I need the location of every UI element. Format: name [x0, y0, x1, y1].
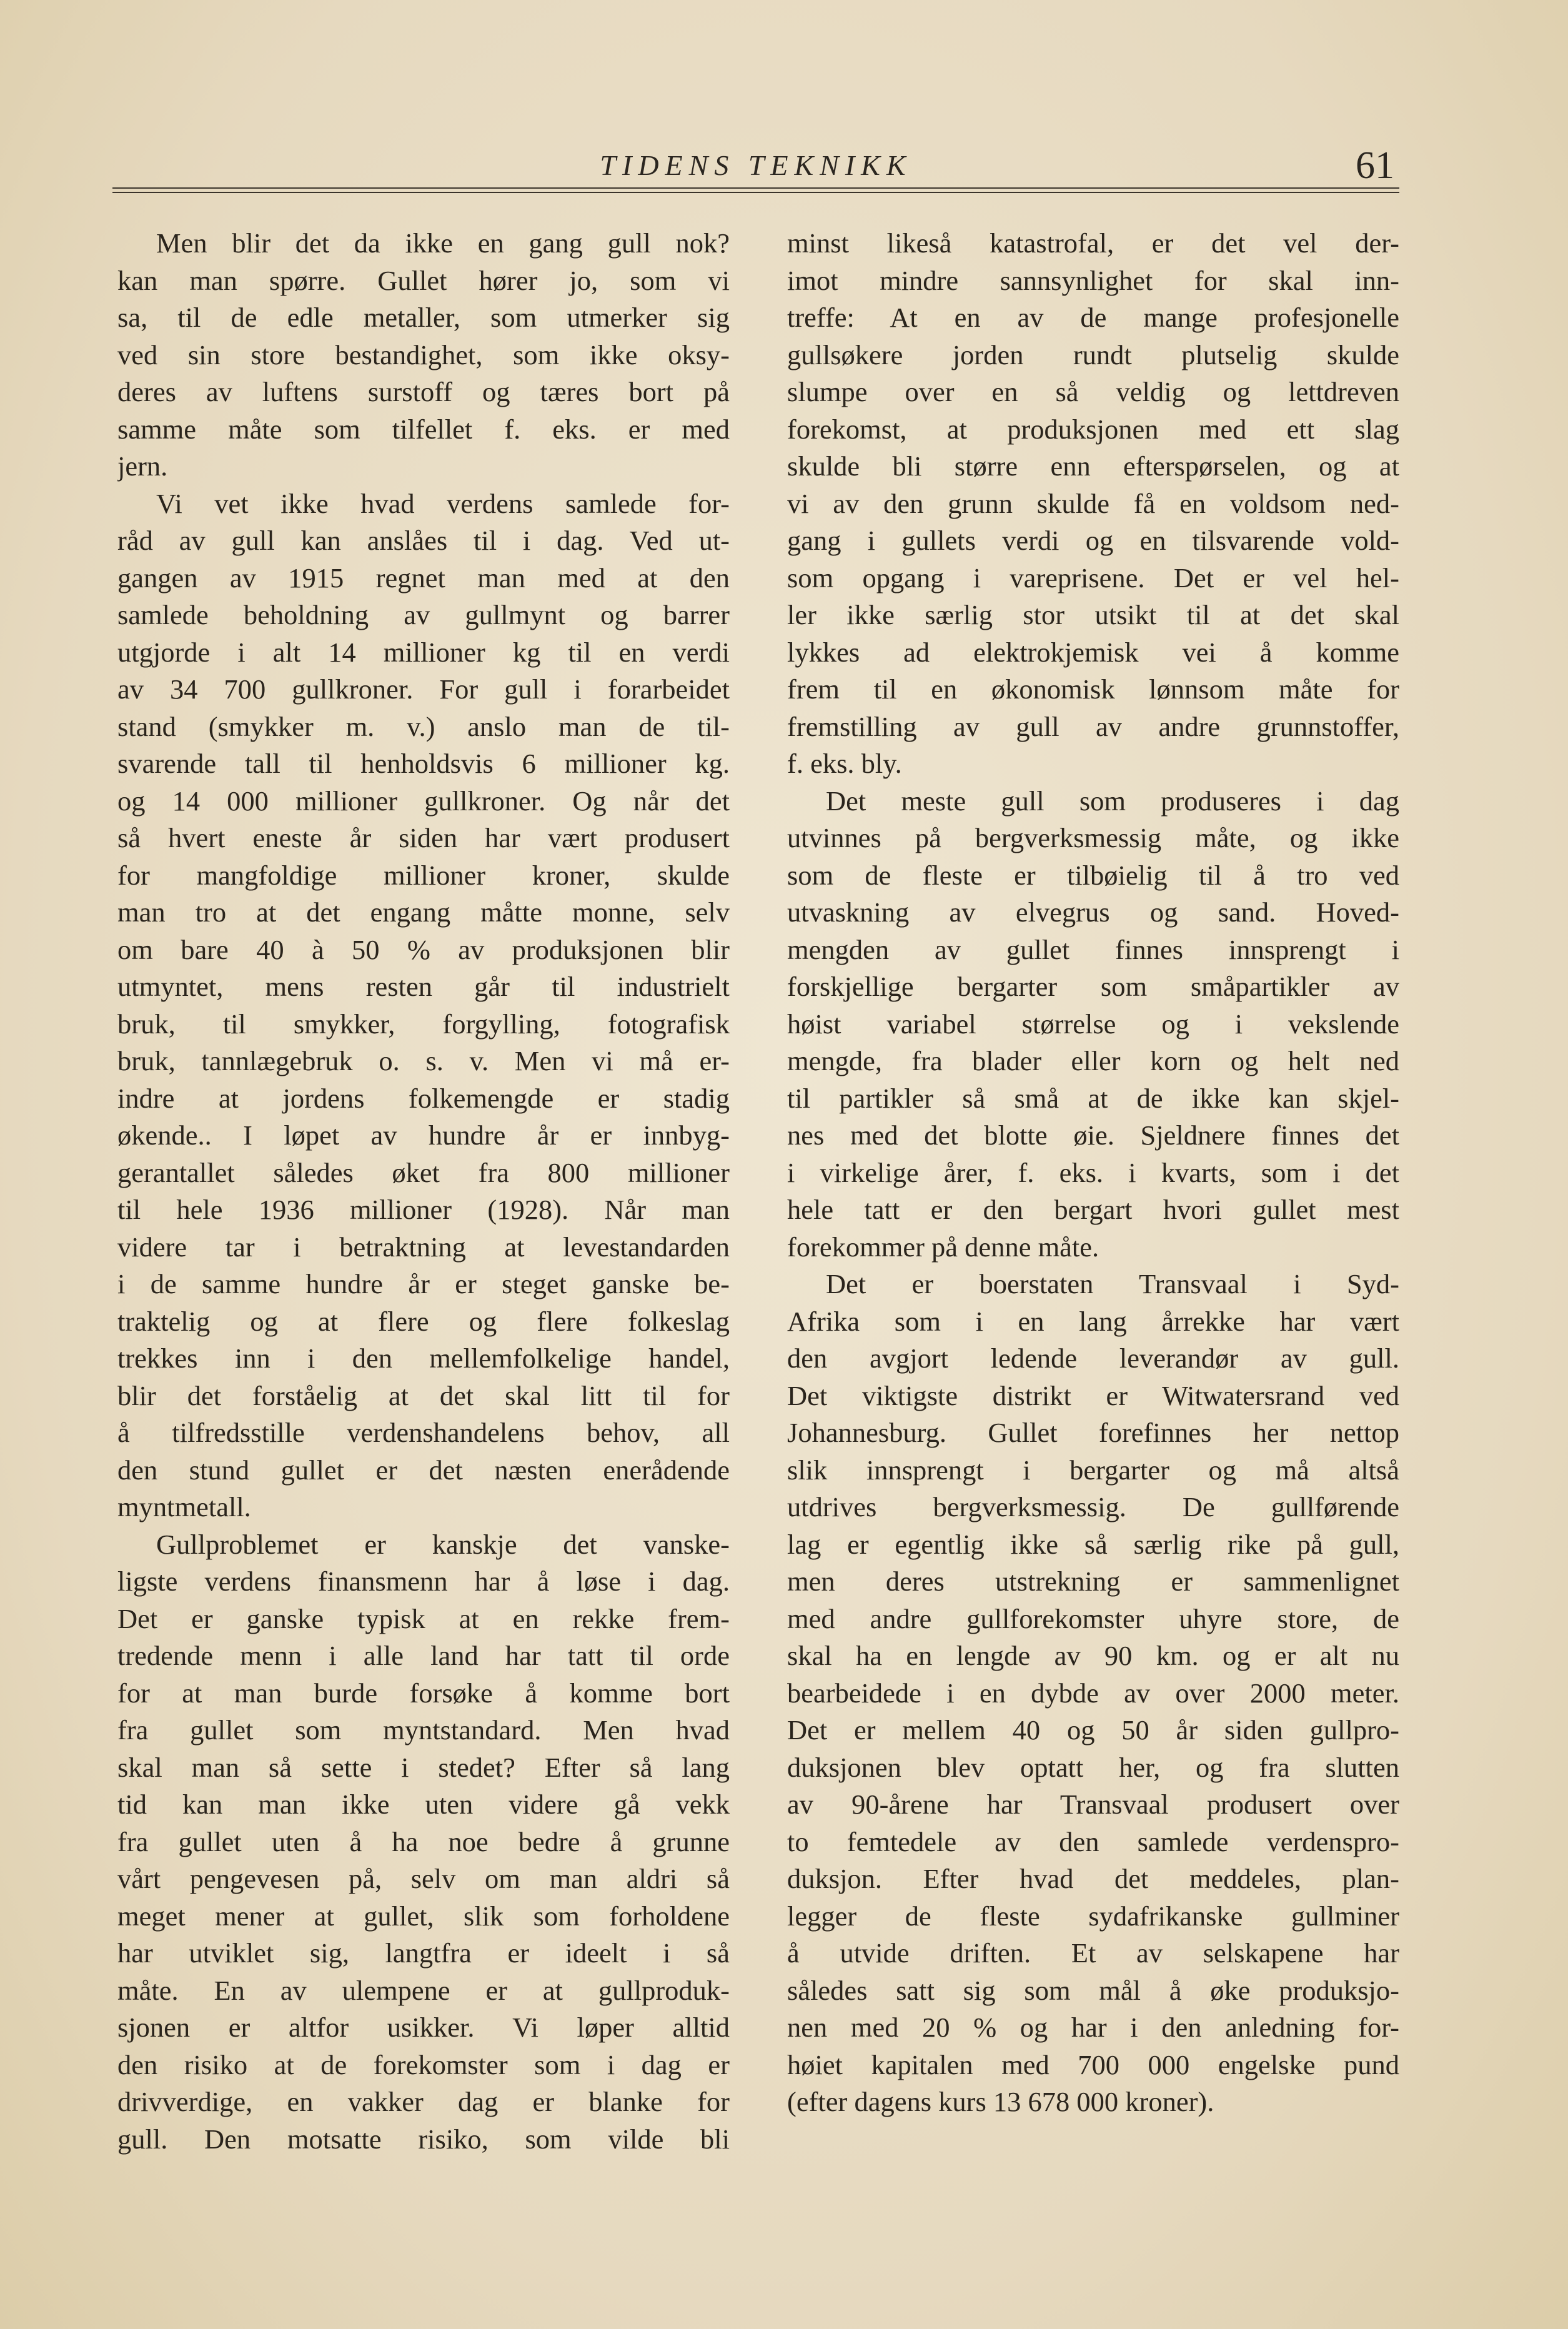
text-line: den stund gullet er det næsten enerådende [117, 1454, 730, 1486]
text-line: av 90-årene har Transvaal produsert over [787, 1789, 1399, 1820]
text-line: Afrika som i en lang årrekke har vært [787, 1305, 1399, 1337]
text-line: gerantallet således øket fra 800 millioner [117, 1156, 730, 1188]
text-line: kan man spørre. Gullet hører jo, som vi [117, 264, 730, 296]
text-line: men deres utstrekning er sammenlignet [787, 1566, 1399, 1597]
text-line: vårt pengevesen på, selv om man aldri så [117, 1863, 730, 1894]
text-line: og 14 000 millioner gullkroner. Og når det [117, 785, 730, 817]
text-line: med andre gullforekomster uhyre store, de [787, 1602, 1399, 1634]
text-line: bearbeidede i en dybde av over 2000 meter. [787, 1677, 1399, 1709]
text-line: som opgang i vareprisene. Det er vel hel- [787, 562, 1399, 593]
text-line: gangen av 1915 regnet man med at den [117, 562, 730, 593]
text-line: som de fleste er tilbøielig til å tro ved [787, 859, 1399, 891]
text-line: Vi vet ikke hvad verdens samlede for- [156, 487, 730, 519]
header-double-rule [112, 187, 1399, 193]
text-line: skulde bli større enn efterspørselen, og at [787, 450, 1399, 482]
text-line: Det er mellem 40 og 50 år siden gullpro- [787, 1714, 1399, 1746]
text-line: vi av den grunn skulde få en voldsom ned- [787, 487, 1399, 519]
text-line: drivverdige, en vakker dag er blanke for [117, 2086, 730, 2117]
body-text [117, 225, 1399, 2155]
text-line: meget mener at gullet, slik som forholdene [117, 1900, 730, 1932]
text-line: ved sin store bestandighet, som ikke oksy- [117, 339, 730, 370]
text-line: av 34 700 gullkroner. For gull i forarbeidet [117, 673, 730, 705]
text-line: om bare 40 à 50 % av produksjonen blir [117, 933, 730, 965]
text-line: den risiko at de forekomster som i dag er [117, 2048, 730, 2080]
text-line: økende.. I løpet av hundre år er innbyg- [117, 1120, 730, 1151]
text-line: sjonen er altfor usikker. Vi løper alltid [117, 2012, 730, 2043]
text-line: sa, til de edle metaller, som utmerker sig [117, 302, 730, 333]
text-line: duksjonen blev optatt her, og fra slutten [787, 1751, 1399, 1783]
text-line: til partikler så små at de ikke kan skjel- [787, 1082, 1399, 1114]
text-line: gull. Den motsatte risiko, som vilde bli [117, 2123, 730, 2155]
text-line: slik innsprengt i bergarter og må altså [787, 1454, 1399, 1486]
text-line: gullsøkere jorden rundt plutselig skulde [787, 339, 1399, 370]
text-line: samlede beholdning av gullmynt og barrer [117, 599, 730, 630]
text-line: Det meste gull som produseres i dag [826, 785, 1399, 817]
text-line: høiet kapitalen med 700 000 engelske pund [787, 2048, 1399, 2080]
text-line: å tilfredsstille verdenshandelens behov, all [117, 1417, 730, 1448]
text-line: Gullproblemet er kanskje det vanske- [156, 1528, 730, 1560]
text-line: å utvide driften. Et av selskapene har [787, 1937, 1399, 1969]
page-header [112, 144, 1399, 194]
text-line: så hvert eneste år siden har vært produsert [117, 822, 730, 853]
text-line: høist variabel størrelse og i vekslende [787, 1008, 1399, 1040]
running-title: TIDENS TEKNIKK [600, 149, 912, 181]
text-line: mengde, fra blader eller korn og helt ned [787, 1045, 1399, 1076]
text-line: forskjellige bergarter som småpartikler av [787, 971, 1399, 1002]
text-line: skal ha en lengde av 90 km. og er alt nu [787, 1640, 1399, 1671]
text-line: utdrives bergverksmessig. De gullførende [787, 1491, 1399, 1522]
text-line: således satt sig som mål å øke produksjo- [787, 1974, 1399, 2006]
text-line: lag er egentlig ikke så særlig rike på gull, [787, 1528, 1399, 1560]
text-line: råd av gull kan anslåes til i dag. Ved ut- [117, 525, 730, 556]
text-line: traktelig og at flere og flere folkeslag [117, 1305, 730, 1337]
text-line: i de samme hundre år er steget ganske be- [117, 1268, 730, 1299]
text-line: to femtedele av den samlede verdenspro- [787, 1825, 1399, 1857]
text-line: gang i gullets verdi og en tilsvarende vold- [787, 525, 1399, 556]
text-line: legger de fleste sydafrikanske gullminer [787, 1900, 1399, 1932]
text-line: frem til en økonomisk lønnsom måte for [787, 673, 1399, 705]
text-line: utvinnes på bergverksmessig måte, og ikke [787, 822, 1399, 853]
text-line: jern. [117, 450, 168, 482]
text-line: indre at jordens folkemengde er stadig [117, 1082, 730, 1114]
text-line: har utviklet sig, langtfra er ideelt i så [117, 1937, 730, 1969]
text-line: myntmetall. [117, 1491, 251, 1522]
text-line: Men blir det da ikke en gang gull nok? [156, 227, 730, 259]
text-line: utvaskning av elvegrus og sand. Hoved- [787, 896, 1399, 928]
text-line: til hele 1936 millioner (1928). Når man [117, 1194, 730, 1225]
text-line: stand (smykker m. v.) anslo man de til- [117, 710, 730, 742]
text-line: tredende menn i alle land har tatt til orde [117, 1640, 730, 1671]
text-line: f. eks. bly. [787, 748, 902, 779]
text-line: for at man burde forsøke å komme bort [117, 1677, 730, 1709]
text-line: nes med det blotte øie. Sjeldnere finnes det [787, 1120, 1399, 1151]
text-line: duksjon. Efter hvad det meddeles, plan- [787, 1863, 1399, 1894]
text-line: fra gullet uten å ha noe bedre å grunne [117, 1825, 730, 1857]
text-line: bruk, til smykker, forgylling, fotografisk [117, 1008, 730, 1040]
text-line: bruk, tannlægebruk o. s. v. Men vi må er- [117, 1045, 730, 1076]
right-column [787, 225, 1399, 2121]
text-line: videre tar i betraktning at levestandarden [117, 1231, 730, 1263]
text-line: hele tatt er den bergart hvori gullet mest [787, 1194, 1399, 1225]
text-line: Johannesburg. Gullet forefinnes her nettop [787, 1417, 1399, 1448]
text-line: i virkelige årer, f. eks. i kvarts, som i det [787, 1156, 1399, 1188]
text-line: imot mindre sannsynlighet for skal inn- [787, 264, 1399, 296]
text-line: minst likeså katastrofal, er det vel der- [787, 227, 1399, 259]
text-line: ligste verdens finansmenn har å løse i dag. [117, 1566, 730, 1597]
text-line: Det er ganske typisk at en rekke frem- [117, 1602, 730, 1634]
text-line: Det er boerstaten Transvaal i Syd- [826, 1268, 1399, 1299]
text-line: forekomst, at produksjonen med ett slag [787, 413, 1399, 445]
page-number: 61 [1356, 144, 1394, 187]
text-line: man tro at det engang måtte monne, selv [117, 896, 730, 928]
text-line: trekkes inn i den mellemfolkelige handel, [117, 1343, 730, 1374]
text-line: Det viktigste distrikt er Witwatersrand ved [787, 1379, 1399, 1411]
text-line: fra gullet som myntstandard. Men hvad [117, 1714, 730, 1746]
text-line: tid kan man ikke uten videre gå vekk [117, 1789, 730, 1820]
text-line: den avgjort ledende leverandør av gull. [787, 1343, 1399, 1374]
text-line: måte. En av ulempene er at gullproduk- [117, 1974, 730, 2006]
text-line: mengden av gullet finnes innsprengt i [787, 933, 1399, 965]
text-line: utgjorde i alt 14 millioner kg til en verdi [117, 636, 730, 668]
text-line: ler ikke særlig stor utsikt til at det skal [787, 599, 1399, 630]
left-column [117, 225, 730, 2158]
text-line: lykkes ad elektrokjemisk vei å komme [787, 636, 1399, 668]
text-line: utmyntet, mens resten går til industrielt [117, 971, 730, 1002]
text-line: blir det forståelig at det skal litt til for [117, 1379, 730, 1411]
text-line: treffe: At en av de mange profesjonelle [787, 302, 1399, 333]
text-line: for mangfoldige millioner kroner, skulde [117, 859, 730, 891]
text-line: svarende tall til henholdsvis 6 millioner kg. [117, 748, 730, 779]
text-line: deres av luftens surstoff og tæres bort på [117, 376, 730, 407]
text-line: nen med 20 % og har i den anledning for- [787, 2012, 1399, 2043]
text-line: slumpe over en så veldig og lettdreven [787, 376, 1399, 407]
text-line: skal man så sette i stedet? Efter så lang [117, 1751, 730, 1783]
text-line: samme måte som tilfellet f. eks. er med [117, 413, 730, 445]
text-line: (efter dagens kurs 13 678 000 kroner). [787, 2086, 1214, 2117]
text-line: fremstilling av gull av andre grunnstoffer, [787, 710, 1399, 742]
text-line: forekommer på denne måte. [787, 1231, 1099, 1263]
